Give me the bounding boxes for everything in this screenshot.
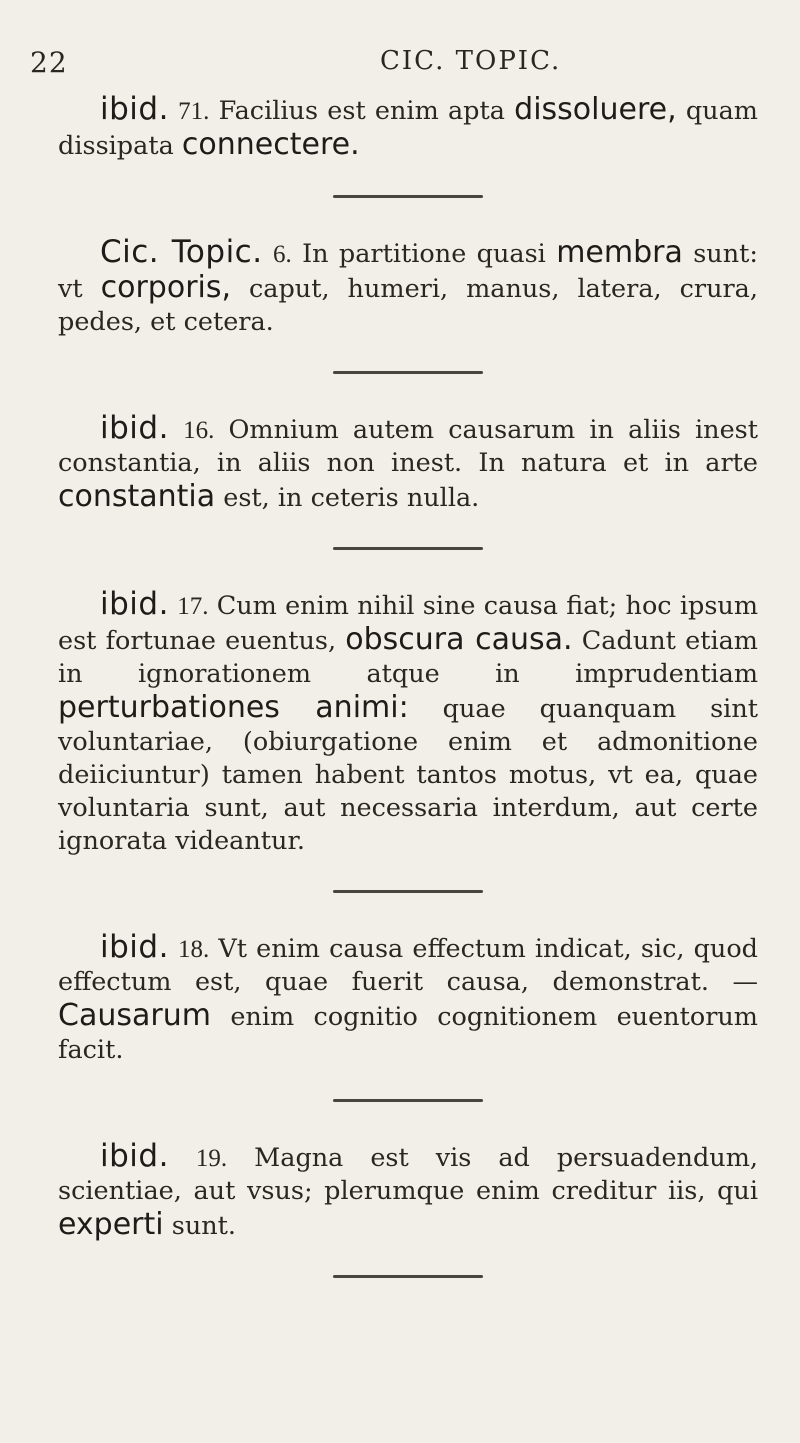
text-segment: sunt: vt [58,239,758,304]
quotation-entry [58,236,758,339]
quotation-text [58,931,758,1067]
section-number: 71. [178,98,210,125]
quotation-entry [58,1140,758,1243]
emphasized-word: membra [556,235,683,270]
section-divider [333,547,483,550]
text-segment: Vt enim causa effectum indicat, sic, quod effectum est, quae fuerit causa, demonstrat. — [58,934,758,997]
text-segment: enim cognitio cognitionem euentorum facit. [58,1002,758,1065]
quotation-text [58,412,758,515]
section-number: 6. [272,241,292,268]
section-number: 17. [177,593,209,620]
section-divider [333,1275,483,1278]
text-segment: caput, humeri, manus, latera, crura, pedes, et cetera. [58,274,758,337]
emphasized-word: perturbationes animi: [58,690,409,725]
emphasized-word: obscura causa. [345,622,573,657]
page-number: 22 [30,46,68,79]
text-segment: est, in ceteris nulla. [215,483,480,513]
quotation-list [58,93,758,1316]
source-reference: ibid. [100,586,169,622]
source-reference: ibid. [100,410,169,446]
text-segment: quae quanquam sint voluntariae, (obiurgatione enim et admonitione deiiciuntur) tamen habent tantos motus, vt ea, quae voluntaria sunt, aut necessaria interdum, aut certe ignorata videantur. [58,694,758,856]
text-segment: Cum enim nihil sine causa fiat; hoc ipsum est fortunae euentus, [58,591,759,656]
text-segment: Omnium autem causarum in aliis inest constantia, in aliis non inest. In natura et in arte [58,415,758,478]
section-divider [333,1099,483,1102]
quotation-entry [58,588,758,858]
quotation-text [58,236,758,339]
emphasized-word: Causarum [58,998,211,1033]
section-divider [333,195,483,198]
section-number: 16. [183,417,215,444]
source-reference: ibid. [100,91,169,127]
running-head [0,46,800,86]
emphasized-word: constantia [58,479,216,514]
quotation-entry [58,93,758,163]
quotation-text [58,1140,758,1243]
source-reference: Cic. Topic. [100,234,263,270]
quotation-text [58,93,758,163]
section-divider [333,371,483,374]
section-number: 18. [178,936,210,963]
text-segment: Facilius est enim apta [218,96,515,126]
text-segment: Magna est vis ad persuadendum, scientiae, aut vsus; plerumque enim creditur iis, qui [58,1143,759,1206]
quotation-entry [58,412,758,515]
source-reference: ibid. [100,1138,169,1174]
text-segment: quam dissipata [58,96,758,161]
emphasized-word: dissoluere, [514,92,677,127]
text-segment: Cadunt etiam in ignorationem atque in imprudentiam [58,626,758,689]
section-divider [333,890,483,893]
source-reference: ibid. [100,929,169,965]
emphasized-word: corporis, [100,270,232,305]
text-segment: In partitione quasi [302,239,557,269]
emphasized-word: connectere. [181,127,360,162]
section-number: 19. [195,1145,228,1172]
quotation-entry [58,931,758,1067]
running-title: CIC. TOPIC. [380,46,562,76]
quotation-text [58,588,758,858]
text-segment: sunt. [163,1211,237,1241]
emphasized-word: experti [58,1207,164,1242]
